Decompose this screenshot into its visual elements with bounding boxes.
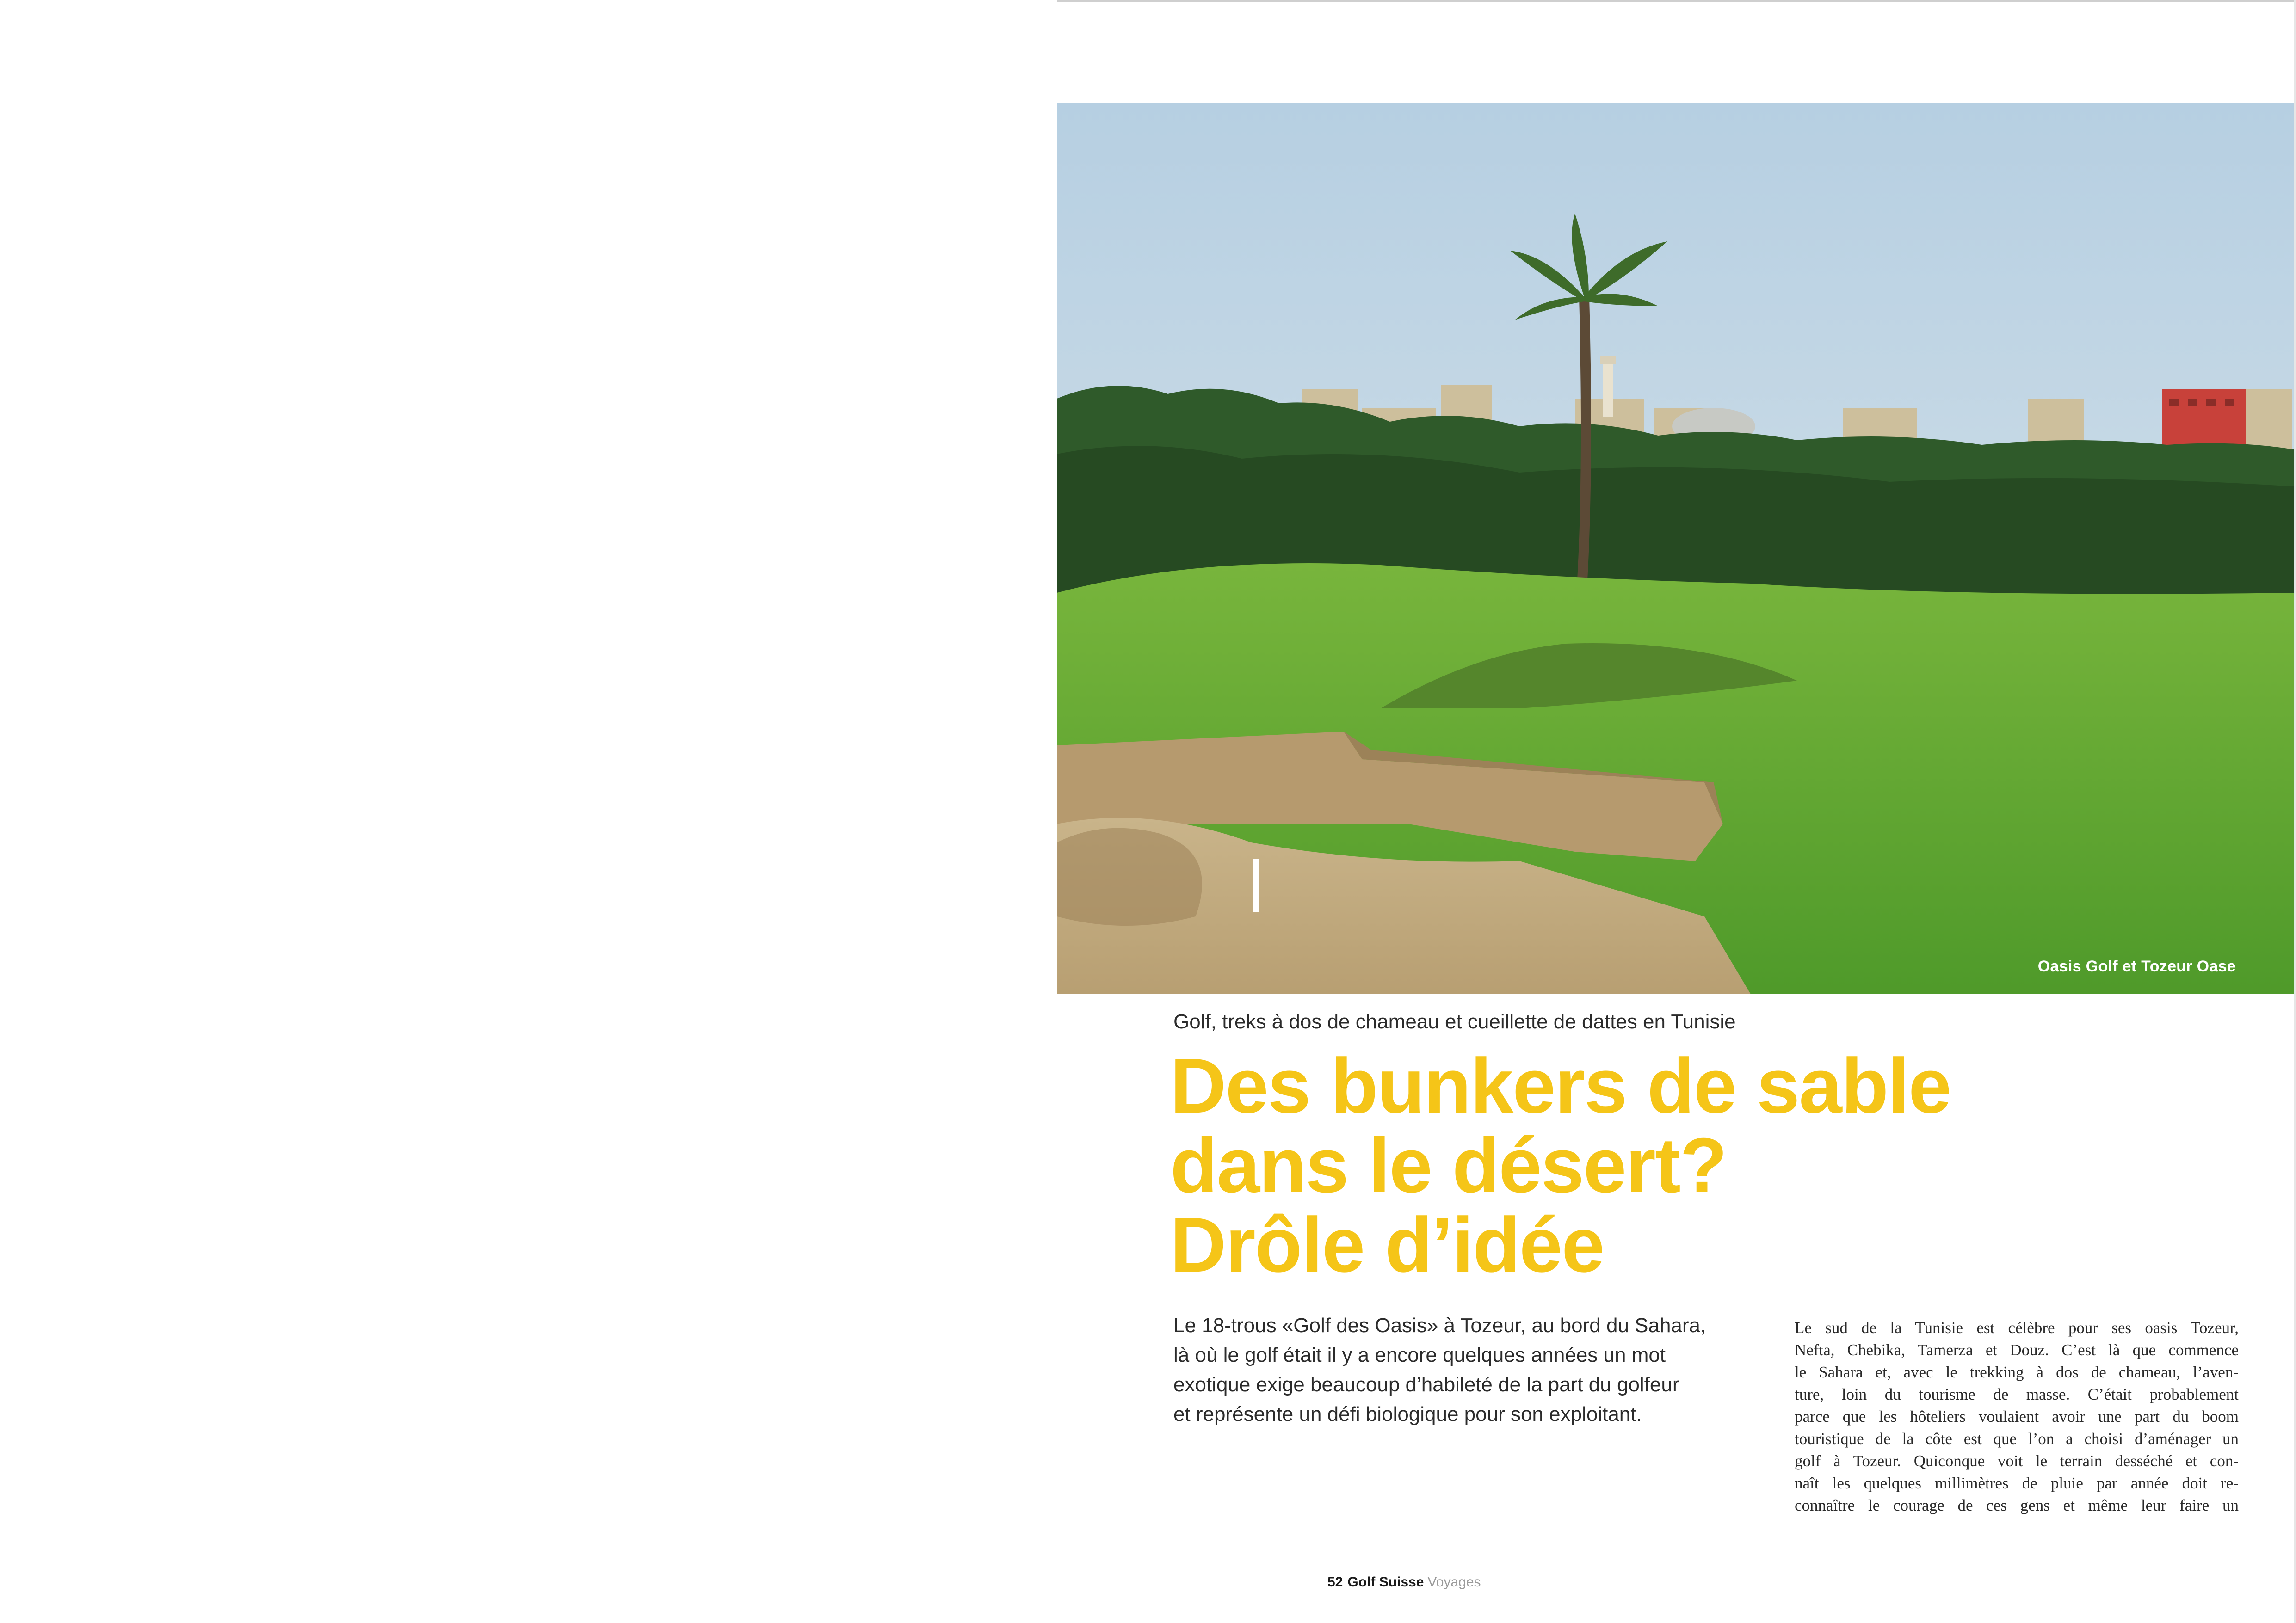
body-line: touristique de la côte est que l’on a choisi d’aménager un [1795, 1430, 2239, 1448]
body-line: le Sahara et, avec le trekking à dos de chameau, l’aven- [1795, 1363, 2239, 1381]
top-rule [1057, 0, 2296, 2]
headline-line: Des bunkers de sable [1170, 1042, 1951, 1129]
headline-line: dans le désert? [1170, 1122, 1727, 1209]
body-line: Nefta, Chebika, Tamerza et Douz. C’est là que commence [1795, 1341, 2239, 1359]
article-kicker: Golf, treks à dos de chameau et cueillette de dattes en Tunisie [1173, 1010, 1736, 1033]
golf-oasis-illustration [1057, 103, 2294, 994]
article-lead [1173, 1311, 1733, 1429]
headline-line: Drôle d’idée [1170, 1201, 1604, 1288]
photo-credit: Oasis Golf et Tozeur Oase [2037, 958, 2236, 975]
lead-line: là où le golf était il y a encore quelques années un mot [1173, 1344, 1666, 1366]
lead-line: et représente un défi biologique pour son exploitant. [1173, 1403, 1642, 1426]
article-headline [1170, 1042, 2188, 1288]
page-folio [1327, 1574, 1481, 1590]
feature-photo [1057, 103, 2294, 994]
blank-left-page [0, 0, 1055, 1623]
lead-line: exotique exige beaucoup d’habileté de la part du golfeur [1173, 1373, 1679, 1396]
section-label: Voyages [1427, 1574, 1481, 1590]
body-line: naît les quelques millimètres de pluie par année doit re- [1795, 1474, 2239, 1492]
body-line: golf à Tozeur. Quiconque voit le terrain desséché et con- [1795, 1452, 2239, 1470]
magazine-name: Golf Suisse [1347, 1574, 1424, 1590]
page-number: 52 [1327, 1574, 1343, 1590]
body-line: parce que les hôteliers voulaient avoir une part du boom [1795, 1408, 2239, 1426]
body-line: ture, loin du tourisme de masse. C’était probablement [1795, 1385, 2239, 1403]
body-line: Le sud de la Tunisie est célèbre pour ses oasis Tozeur, [1795, 1319, 2239, 1337]
lead-line: Le 18-trous «Golf des Oasis» à Tozeur, au bord du Sahara, [1173, 1314, 1706, 1337]
article-body-column [1795, 1317, 2239, 1517]
body-line: connaître le courage de ces gens et même leur faire un [1795, 1496, 2239, 1514]
page-edge [2294, 0, 2296, 1623]
